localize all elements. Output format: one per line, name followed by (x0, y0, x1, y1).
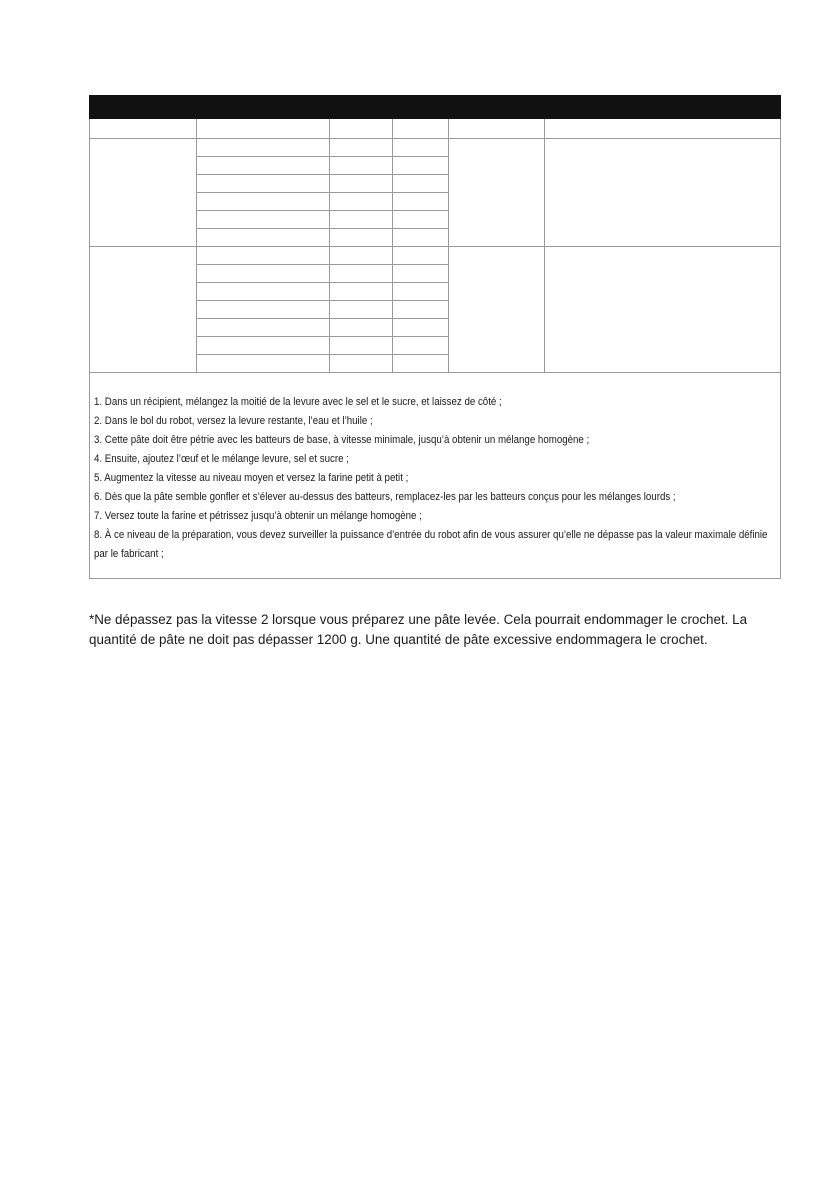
header-cell (393, 119, 449, 139)
group-cell (90, 139, 197, 247)
table-header-row (90, 119, 781, 139)
instruction-step: 1. Dans un récipient, mélangez la moitié de la levure avec le sel et le sucre, et laissez de côté ; (94, 396, 502, 408)
unit-cell (393, 175, 449, 193)
ingredient-cell (197, 283, 330, 301)
quantity-cell (330, 337, 393, 355)
instructions-cell (90, 373, 781, 579)
table-title-bar (90, 96, 781, 119)
table-row (90, 139, 781, 157)
quantity-cell (330, 265, 393, 283)
notes-cell (545, 139, 781, 247)
quantity-cell (330, 229, 393, 247)
unit-cell (393, 265, 449, 283)
unit-cell (393, 337, 449, 355)
unit-cell (393, 229, 449, 247)
recipe-table (89, 95, 781, 579)
ingredient-cell (197, 337, 330, 355)
ingredient-cell (197, 229, 330, 247)
quantity-cell (330, 283, 393, 301)
unit-cell (393, 139, 449, 157)
quantity-cell (330, 157, 393, 175)
ingredient-cell (197, 175, 330, 193)
ingredient-cell (197, 319, 330, 337)
unit-cell (393, 193, 449, 211)
group-cell (90, 247, 197, 373)
unit-cell (393, 355, 449, 373)
unit-cell (393, 301, 449, 319)
instruction-step: 4. Ensuite, ajoutez l’œuf et le mélange levure, sel et sucre ; (94, 453, 349, 465)
ingredient-cell (197, 355, 330, 373)
quantity-cell (330, 319, 393, 337)
ingredient-cell (197, 139, 330, 157)
instruction-step: 2. Dans le bol du robot, versez la levure restante, l’eau et l’huile ; (94, 415, 373, 427)
ingredient-cell (197, 211, 330, 229)
notes-cell (545, 247, 781, 373)
footnote: *Ne dépassez pas la vitesse 2 lorsque vous préparez une pâte levée. Cela pourrait endommager le crochet. La quantité de pâte ne doit pas dépasser 1200 g. Une quantité de pâte excessive endommagera le crochet. (89, 612, 748, 648)
instructions-row (90, 373, 781, 579)
speed-cell (449, 139, 545, 247)
header-cell (330, 119, 393, 139)
ingredient-cell (197, 193, 330, 211)
instruction-step: 7. Versez toute la farine et pétrissez jusqu’à obtenir un mélange homogène ; (94, 510, 422, 522)
header-cell (449, 119, 545, 139)
ingredient-cell (197, 157, 330, 175)
header-cell (90, 119, 197, 139)
quantity-cell (330, 193, 393, 211)
unit-cell (393, 319, 449, 337)
ingredient-cell (197, 265, 330, 283)
header-cell (197, 119, 330, 139)
instruction-step: 5. Augmentez la vitesse au niveau moyen et versez la farine petit à petit ; (94, 472, 409, 484)
unit-cell (393, 157, 449, 175)
quantity-cell (330, 211, 393, 229)
instruction-step: 6. Dès que la pâte semble gonfler et s’élever au-dessus des batteurs, remplacez-les par les batteurs conçus pour les mélanges lourds ; (94, 491, 676, 503)
table-row (90, 247, 781, 265)
unit-cell (393, 211, 449, 229)
quantity-cell (330, 175, 393, 193)
speed-cell (449, 247, 545, 373)
quantity-cell (330, 301, 393, 319)
quantity-cell (330, 355, 393, 373)
instruction-step: 3. Cette pâte doit être pétrie avec les batteurs de base, à vitesse minimale, jusqu’à obtenir un mélange homogène ; (94, 434, 590, 446)
unit-cell (393, 247, 449, 265)
header-cell (545, 119, 781, 139)
quantity-cell (330, 139, 393, 157)
title-bar-cell (90, 96, 781, 119)
instruction-step: 8. À ce niveau de la préparation, vous devez surveiller la puissance d’entrée du robot afin de vous assurer qu’elle ne dépasse pas la valeur maximale définie par le fabricant ; (94, 529, 768, 560)
ingredient-cell (197, 247, 330, 265)
unit-cell (393, 283, 449, 301)
ingredient-cell (197, 301, 330, 319)
quantity-cell (330, 247, 393, 265)
